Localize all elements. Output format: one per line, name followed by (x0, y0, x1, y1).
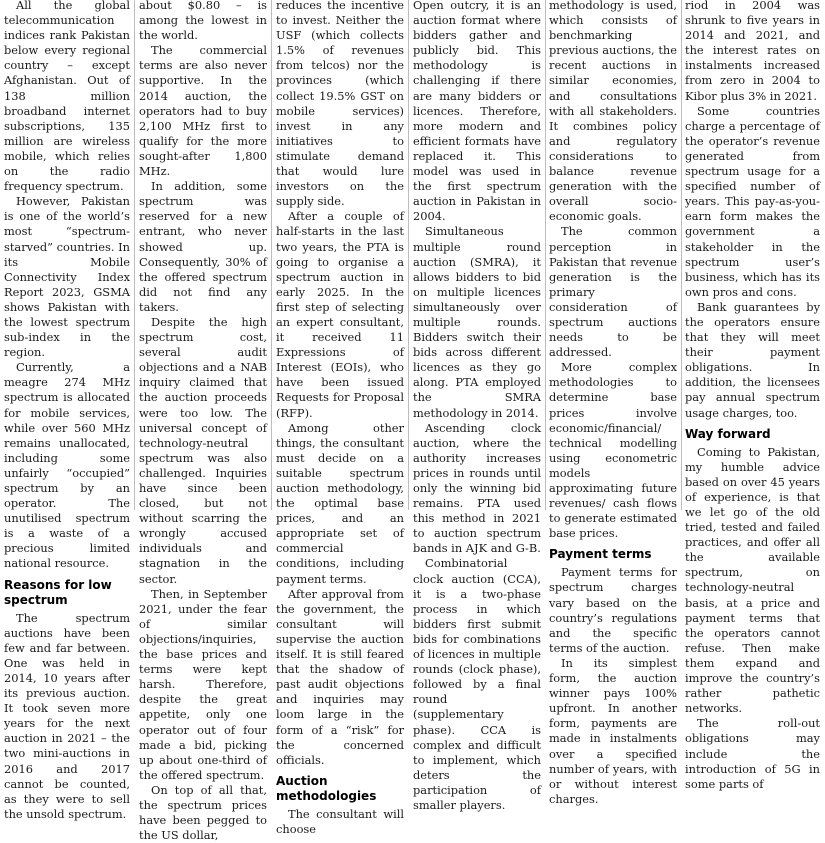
paragraph: about $0.80 – is among the lowest in the world. (139, 0, 267, 43)
paragraph: Coming to Pakistan, my humble advice based on over 45 years of experience, is that we let go of the old tried, tested and failed practices, and offer all the available spectrum, on technology-neutral basis, at a price and payment terms that the operators cannot refuse. Then make them expand and improve the country’s rather pathetic networks. (685, 444, 820, 716)
column-divider (408, 0, 409, 510)
section-heading: Auction methodologies (276, 773, 377, 803)
paragraph: After approval from the government, the consultant will supervise the auction itself. It is still feared that the shadow of past audit objections and inquiries may loom large in the form of a “risk” for the concerned officials. (276, 586, 404, 767)
column-divider (545, 0, 546, 510)
paragraph: Among other things, the consultant must decide on a suitable spectrum auction methodology, the optimal base prices, and an appropriate set of commercial conditions, including payment terms. (276, 420, 404, 586)
paragraph: However, Pakistan is one of the world’s most “spectrum-starved” countries. In its Mobile Connectivity Index Report 2023, GSMA shows Pakistan with the lowest spectrum sub-index in the region. (4, 194, 130, 360)
section-heading: Payment terms (549, 547, 652, 562)
paragraph: Despite the high spectrum cost, several audit objections and a NAB inquiry claimed that the auction proceeds were too low. The universal concept of technology-neutral spectrum was also challenged. Inquiries have since been closed, but not without scarring the wrongly accused individuals and stagnation in the sector. (139, 314, 267, 586)
column-6 (685, 0, 820, 791)
paragraph: reduces the incentive to invest. Neither the USF (which collects 1.5% of revenues from telcos) nor the provinces (which collect 19.5% GST on mobile services) invest in any initiatives to stimulate demand that would lure investors on the supply side. (276, 0, 404, 209)
paragraph: Currently, a meagre 274 MHz spectrum is allocated for mobile services, while over 560 MHz remains unallocated, including some unfairly “occupied” spectrum by an operator. The unutilised spectrum is a waste of a precious limited national resource. (4, 360, 130, 571)
paragraph: The common perception in Pakistan that revenue generation is the primary consideration of spectrum auctions needs to be addressed. (549, 224, 677, 360)
paragraph: On top of all that, the spectrum prices have been pegged to the US dollar, (139, 782, 267, 843)
paragraph: methodology is used, which consists of benchmarking previous auctions, the recent auctions in similar economies, and consultations with all stakeholders. It combines policy and regulatory considerations to balance revenue generation with the overall socio-economic goals. (549, 0, 677, 224)
paragraph: Then, in September 2021, under the fear of similar objections/inquiries, the base prices and terms were kept harsh. Therefore, despite the great appetite, only one operator out of four made a bid, picking up about one-third of the offered spectrum. (139, 586, 267, 782)
paragraph: The spectrum auctions have been few and far between. One was held in 2014, 10 years after its previous auction. It took seven more years for the next auction in 2021 – the two mini-auctions in 2016 and 2017 cannot be counted, as they were to sell the unsold spectrum. (4, 610, 130, 821)
column-divider (271, 0, 272, 510)
column-2 (139, 0, 267, 843)
paragraph: Open outcry, it is an auction format where bidders gather and publicly bid. This methodology is challenging if there are many bidders or licences. Therefore, more modern and efficient formats have replaced it. This model was used in the first spectrum auction in Pakistan in 2004. (413, 0, 541, 224)
paragraph: Payment terms for spectrum charges vary based on the country’s regulations and the specific terms of the auction. (549, 565, 677, 655)
paragraph: After a couple of half-starts in the last two years, the PTA is going to organise a spectrum auction in early 2025. In the first step of selecting an expert consultant, it received 11 Expressions of Interest (EOIs), who have been issued Requests for Proposal (RFP). (276, 209, 404, 420)
column-3 (276, 0, 404, 836)
paragraph: Combinatorial clock auction (CCA), it is a two-phase process in which bidders first submit bids for combinations of licences in multiple rounds (clock phase), followed by a final round (supplementary phase). CCA is complex and difficult to implement, which deters the participation of smaller players. (413, 556, 541, 812)
paragraph: The commercial terms are also never supportive. In the 2014 auction, the operators had to buy 2,100 MHz first to qualify for the more sought-after 1,800 MHz. (139, 43, 267, 179)
column-1 (4, 0, 130, 821)
section-heading: Way forward (685, 426, 771, 441)
column-divider (681, 0, 682, 510)
section-heading: Reasons for low spectrum (4, 577, 112, 607)
paragraph: Bank guarantees by the operators ensure that they will meet their payment obligations. In addition, the licensees pay annual spectrum usage charges, too. (685, 299, 820, 420)
column-divider (134, 0, 135, 510)
paragraph: Ascending clock auction, where the authority increases prices in rounds until only the winning bid remains. PTA used this method in 2021 to auction spectrum bands in AJK and G-B. (413, 420, 541, 556)
paragraph: Some countries charge a percentage of the operator’s revenue generated from spectrum usage for a specified number of years. This pay-as-you-earn form makes the government a stakeholder in the spectrum user’s business, which has its own pros and cons. (685, 103, 820, 299)
paragraph: In addition, some spectrum was reserved for a new entrant, who never showed up. Consequently, 30% of the offered spectrum did not find any takers. (139, 179, 267, 314)
paragraph: In its simplest form, the auction winner pays 100% upfront. In another form, payments are made in instalments over a specified number of years, with or without interest charges. (549, 655, 677, 806)
column-5 (549, 0, 677, 806)
paragraph: All the global telecommunication indices rank Pakistan below every regional country – except Afghanistan. Out of 138 million broadband internet subscriptions, 135 million are wireless mobile, which relies on the radio frequency spectrum. (4, 0, 130, 194)
paragraph: More complex methodologies to determine base prices involve economic/financial/ technical modelling using econometric models approximating future revenues/ cash flows to generate estimated base prices. (549, 360, 677, 541)
paragraph: The consultant will choose (276, 806, 404, 836)
paragraph: The roll-out obligations may include the introduction of 5G in some parts of (685, 716, 820, 791)
paragraph: Simultaneous multiple round auction (SMRA), it allows bidders to bid on multiple licences simultaneously over multiple rounds. Bidders switch their bids across different licences as they go along. PTA employed the SMRA methodology in 2014. (413, 224, 541, 420)
paragraph: riod in 2004 was shrunk to five years in 2014 and 2021, and the interest rates on instalments increased from zero in 2004 to Kibor plus 3% in 2021. (685, 0, 820, 103)
column-4 (413, 0, 541, 812)
